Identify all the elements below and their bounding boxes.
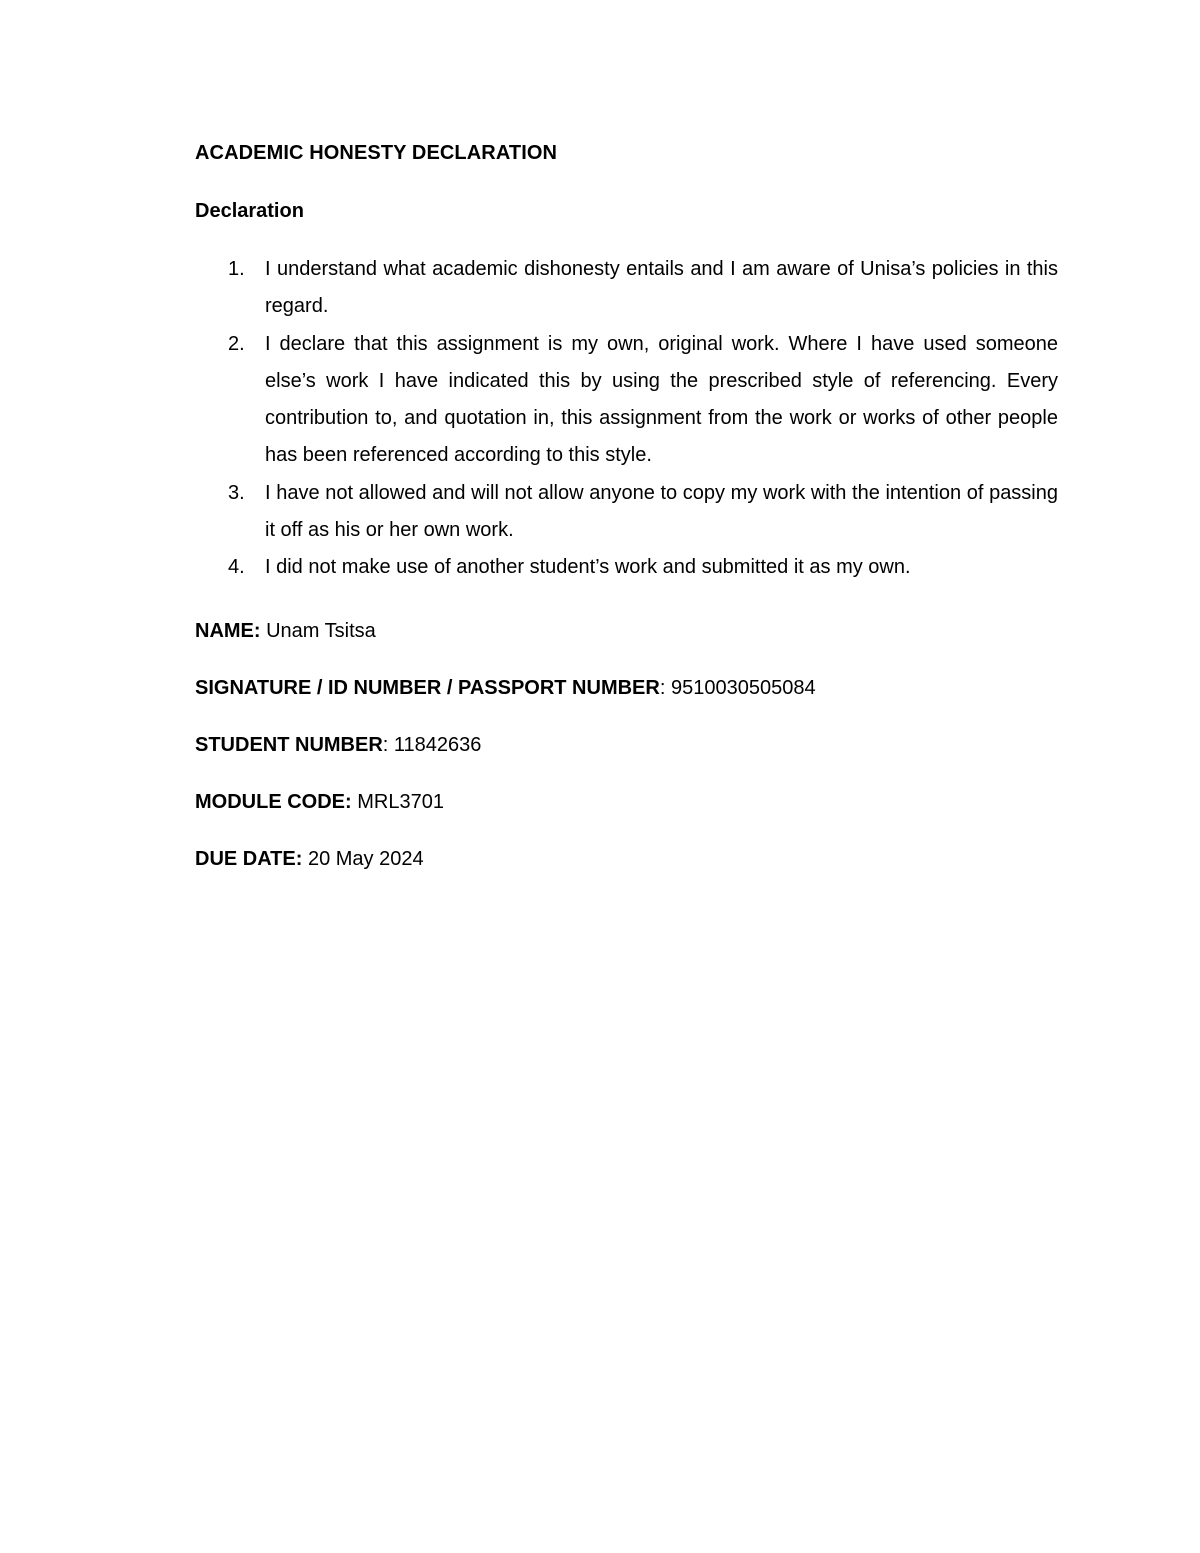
list-item-number: 1. [228, 258, 245, 280]
list-item-text: I did not make use of another student’s work and submitted it as my own. [265, 556, 911, 579]
signature-separator: : [659, 677, 671, 699]
name-label: NAME: [195, 620, 261, 642]
student-number-field [195, 733, 816, 757]
list-item-text: I have not allowed and will not allow anyone to copy my work with the intention of passing it off as his or her own work. [265, 481, 1058, 542]
signature-value: 9510030505084 [670, 677, 816, 699]
signature-label: SIGNATURE / ID NUMBER / PASSPORT NUMBER [195, 677, 660, 699]
list-item-number: 3. [228, 481, 245, 504]
section-heading: Declaration [195, 200, 304, 222]
name-field [195, 619, 816, 643]
list-item [195, 475, 1058, 550]
module-code-label: MODULE CODE: [195, 791, 352, 813]
student-number-label: STUDENT NUMBER [195, 734, 383, 756]
list-item [195, 549, 1058, 586]
module-code-value: MRL3701 [357, 791, 444, 813]
list-item [195, 251, 1058, 326]
due-date-label: DUE DATE: [195, 848, 303, 870]
student-number-separator: : [382, 734, 394, 756]
list-item [195, 326, 1058, 475]
declaration-list [195, 251, 1058, 587]
list-item-number: 2. [228, 332, 245, 355]
document-title: ACADEMIC HONESTY DECLARATION [195, 142, 558, 164]
list-item-number: 4. [228, 556, 245, 579]
student-details [195, 619, 816, 904]
module-code-field [195, 790, 816, 814]
signature-field [195, 676, 816, 700]
due-date-value: 20 May 2024 [307, 848, 424, 870]
list-item-text: I understand what academic dishonesty entails and I am aware of Unisa’s policies in this regard. [265, 258, 1058, 318]
student-number-value: 11842636 [393, 734, 482, 756]
name-value: Unam Tsitsa [266, 620, 376, 642]
list-item-text: I declare that this assignment is my own, original work. Where I have used someone else’s work I have indicated this by using the prescribed style of referencing. Every contribution to, and quotation in, this assignment from the work or works of other people has been referenced according to this style. [265, 332, 1058, 467]
due-date-field [195, 847, 816, 871]
